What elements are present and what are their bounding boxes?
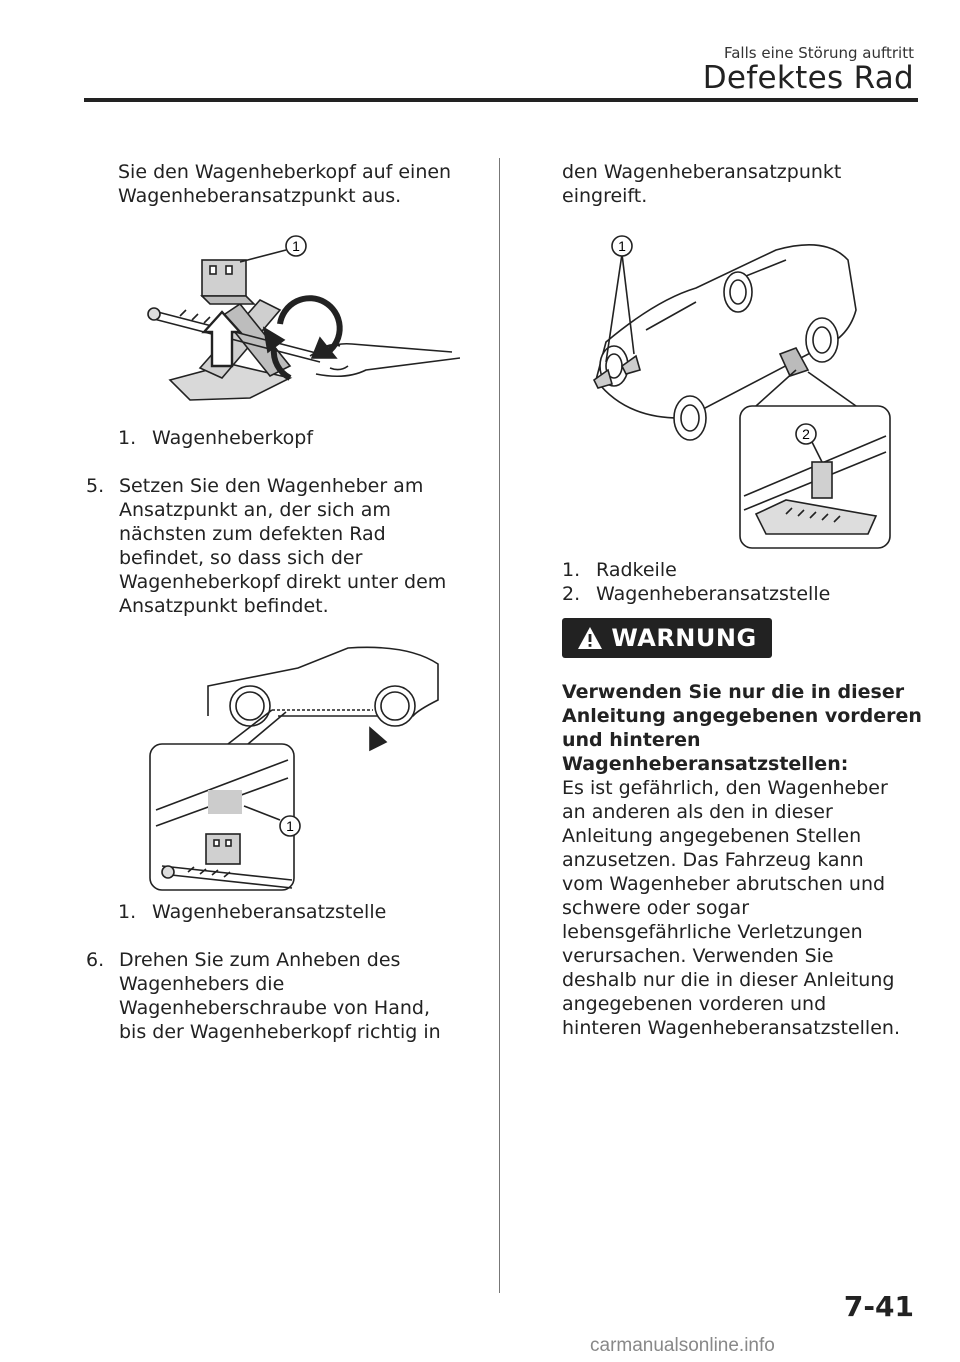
caption-number: 1. [118, 901, 137, 923]
text-line: Wagenhebers die [119, 973, 285, 995]
warning-heading [562, 680, 922, 776]
wheel-chocks-figure [586, 230, 894, 552]
warning-triangle-icon [577, 626, 603, 650]
caption-text: Wagenheberansatzstelle [152, 901, 387, 923]
text-line: angegebenen vorderen und [562, 993, 827, 1015]
text-line: Verwenden Sie nur die in dieser [562, 681, 905, 703]
text-line: Anleitung angegebenen vorderen [562, 705, 922, 727]
fig1-caption [118, 426, 313, 450]
callout-1: 1 [286, 818, 294, 834]
text-line: lebensgefährliche Verletzungen [562, 921, 863, 943]
section-name: Falls eine Störung auftritt [723, 44, 914, 62]
caption-row [562, 558, 830, 582]
text-line: hinteren Wagenheberansatzstellen. [562, 1017, 900, 1039]
warning-label: WARNUNG [611, 624, 757, 652]
header-rule [84, 98, 918, 102]
text-line: befindet, so dass sich der [119, 547, 363, 569]
step-5 [86, 474, 478, 618]
caption-text: Radkeile [596, 559, 677, 581]
text-line: und hinteren [562, 729, 701, 751]
fig3-captions [562, 558, 830, 606]
text-line: schwere oder sogar [562, 897, 750, 919]
text-line: Wagenheberansatzpunkt aus. [118, 185, 402, 207]
caption-text: Wagenheberkopf [152, 427, 314, 449]
callout-1: 1 [292, 238, 300, 254]
warning-text [562, 680, 922, 1040]
text-line: deshalb nur die in dieser Anleitung [562, 969, 895, 991]
text-line: nächsten zum defekten Rad [119, 523, 386, 545]
caption-number: 1. [118, 427, 137, 449]
text-line: Sie den Wagenheberkopf auf einen [118, 161, 452, 183]
text-line: verursachen. Verwenden Sie [562, 945, 834, 967]
caption-number: 1. [562, 559, 581, 581]
text-line: Drehen Sie zum Anheben des [119, 949, 401, 971]
warning-body [562, 776, 922, 1040]
text-line: Ansatzpunkt an, der sich am [119, 499, 391, 521]
step-number: 6. [86, 949, 105, 971]
warning-badge [562, 618, 772, 658]
text-line: den Wagenheberansatzpunkt [562, 161, 842, 183]
step-number: 5. [86, 475, 105, 497]
text-line: Anleitung angegebenen Stellen [562, 825, 862, 847]
caption-text: Wagenheberansatzstelle [596, 583, 831, 605]
text-line: Wagenheberansatzstellen: [562, 753, 849, 775]
watermark: carmanualsonline.info [590, 1335, 775, 1356]
callout-1: 1 [618, 238, 626, 254]
page-title: Defektes Rad [702, 60, 914, 96]
text-line: an anderen als den in dieser [562, 801, 833, 823]
caption-number: 2. [562, 583, 581, 605]
jack-point-figure [148, 640, 448, 892]
right-intro-text [562, 160, 922, 208]
caption-row [562, 582, 830, 606]
step-6 [86, 948, 478, 1044]
text-line: Es ist gefährlich, den Wagenheber [562, 777, 888, 799]
page-number: 7-41 [843, 1290, 914, 1323]
fig2-caption [118, 900, 386, 924]
text-line: vom Wagenheber abrutschen und [562, 873, 886, 895]
jack-head-figure [140, 228, 460, 418]
text-line: Wagenheberkopf direkt unter dem [119, 571, 447, 593]
text-line: Wagenheberschraube von Hand, [119, 997, 430, 1019]
column-divider [499, 158, 500, 1293]
text-line: eingreift. [562, 185, 648, 207]
text-line: anzusetzen. Das Fahrzeug kann [562, 849, 864, 871]
callout-2: 2 [802, 426, 810, 442]
text-line: Setzen Sie den Wagenheber am [119, 475, 424, 497]
text-line: bis der Wagenheberkopf richtig in [119, 1021, 441, 1043]
text-line: Ansatzpunkt befindet. [119, 595, 329, 617]
left-intro-text [118, 160, 478, 208]
